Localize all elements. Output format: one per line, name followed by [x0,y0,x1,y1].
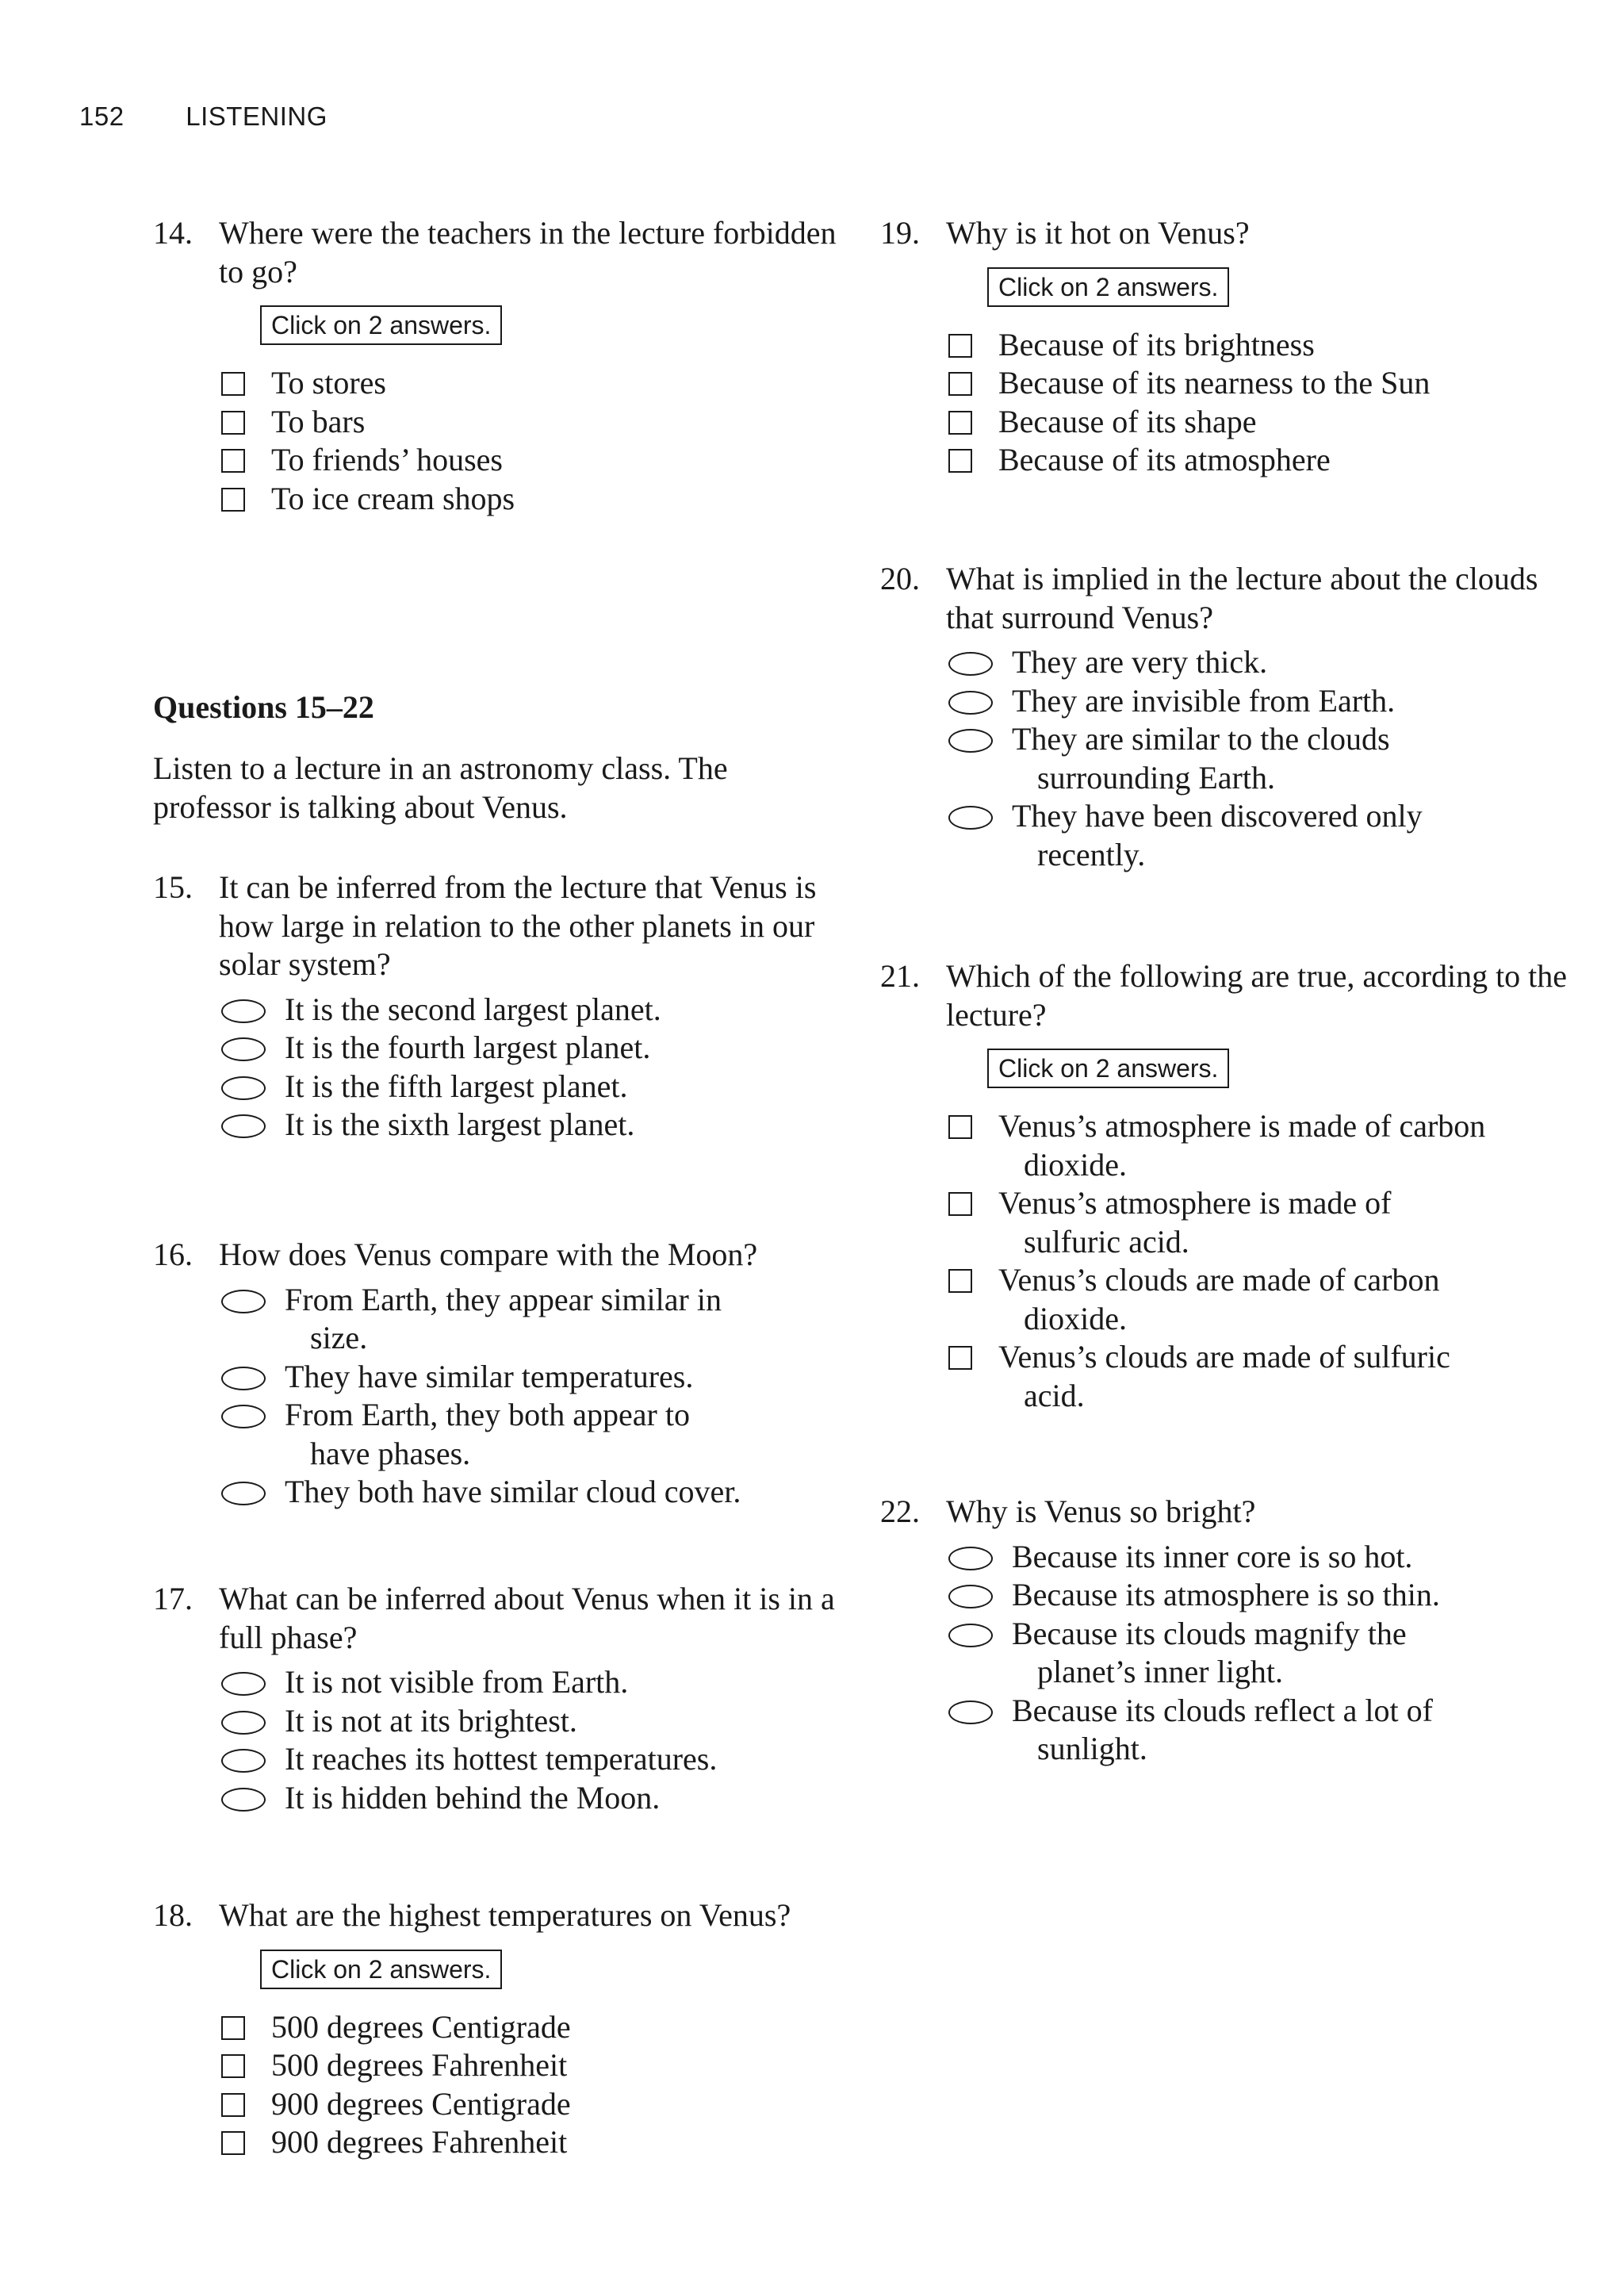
section-title-listening: LISTENING [186,102,327,131]
instruction-box: Click on 2 answers. [987,1049,1229,1088]
checkbox[interactable] [221,2131,245,2155]
answer-option[interactable]: Venus’s atmosphere is made of sulfuric acid. [946,1184,1578,1261]
question-text: Where were the teachers in the lecture forbidden to go? [219,215,837,289]
answer-option[interactable]: 900 degrees Centigrade [219,2085,851,2124]
instruction-box: Click on 2 answers. [260,1950,502,1989]
radio-oval[interactable] [221,999,266,1023]
question-19 [880,214,1578,480]
answer-option[interactable]: They have been discovered only recently. [946,797,1578,874]
answer-option[interactable]: Because its atmosphere is so thin. [946,1576,1578,1615]
question-number: 18. [153,1897,193,1933]
checkbox[interactable] [221,372,245,396]
answer-option[interactable]: From Earth, they appear similar in size. [219,1281,851,1358]
radio-oval[interactable] [948,691,993,715]
answer-option[interactable]: Venus’s clouds are made of carbon dioxide. [946,1261,1578,1338]
question-15 [153,868,851,1144]
answer-option[interactable]: Because its clouds magnify the planet’s inner light. [946,1615,1578,1692]
radio-oval[interactable] [221,1482,266,1505]
question-21 [880,957,1578,1415]
checkbox[interactable] [221,2016,245,2040]
question-16 [153,1236,851,1512]
question-text: What are the highest temperatures on Venus? [219,1897,791,1933]
section-intro: Listen to a lecture in an astronomy class. The professor is talking about Venus. [153,750,728,825]
question-text: What is implied in the lecture about the clouds that surround Venus? [946,561,1538,635]
answer-option[interactable]: They are very thick. [946,643,1578,682]
answer-option[interactable]: To friends’ houses [219,441,851,480]
answer-option[interactable]: It is not at its brightest. [219,1702,851,1741]
checkbox[interactable] [948,1346,972,1370]
question-text: What can be inferred about Venus when it is in a full phase? [219,1581,835,1655]
answer-option[interactable]: From Earth, they both appear to have phases. [219,1396,851,1473]
question-text: Why is Venus so bright? [946,1493,1256,1529]
radio-oval[interactable] [221,1367,266,1390]
question-number: 17. [153,1581,193,1616]
answer-option[interactable]: Because of its shape [946,403,1578,442]
checkbox[interactable] [948,372,972,396]
checkbox[interactable] [221,2054,245,2078]
radio-oval[interactable] [948,1547,993,1570]
radio-oval[interactable] [948,806,993,830]
checkbox[interactable] [948,334,972,358]
answer-option[interactable]: They are invisible from Earth. [946,682,1578,721]
answer-option[interactable]: It is hidden behind the Moon. [219,1779,851,1818]
answer-option[interactable]: They are similar to the clouds surrounding Earth. [946,720,1578,797]
answer-option[interactable]: 500 degrees Centigrade [219,2008,851,2047]
question-text: Why is it hot on Venus? [946,215,1250,251]
answer-option[interactable]: To stores [219,364,851,403]
radio-oval[interactable] [221,1037,266,1061]
section-heading: Questions 15–22 [153,689,374,725]
question-text: How does Venus compare with the Moon? [219,1237,758,1272]
question-number: 16. [153,1237,193,1272]
radio-oval[interactable] [948,1624,993,1647]
checkbox[interactable] [221,2093,245,2117]
checkbox[interactable] [948,449,972,473]
radio-oval[interactable] [221,1788,266,1812]
checkbox[interactable] [221,449,245,473]
question-text: Which of the following are true, according to the lecture? [946,958,1568,1033]
answer-option[interactable]: Because its clouds reflect a lot of sunlight. [946,1692,1578,1769]
answer-option[interactable]: Because of its brightness [946,326,1578,365]
answer-option[interactable]: Because of its nearness to the Sun [946,364,1578,403]
checkbox[interactable] [221,411,245,435]
checkbox[interactable] [221,488,245,512]
answer-option[interactable]: They both have similar cloud cover. [219,1473,851,1512]
question-22 [880,1493,1578,1769]
radio-oval[interactable] [221,1711,266,1735]
checkbox[interactable] [948,1192,972,1216]
answer-option[interactable]: Because of its atmosphere [946,441,1578,480]
question-number: 19. [880,215,920,251]
question-17 [153,1580,851,1817]
question-number: 20. [880,561,920,596]
instruction-box: Click on 2 answers. [987,267,1229,307]
question-number: 15. [153,869,193,905]
question-number: 21. [880,958,920,994]
answer-option[interactable]: It is the fourth largest planet. [219,1029,851,1068]
radio-oval[interactable] [948,652,993,676]
answer-option[interactable]: To ice cream shops [219,480,851,519]
question-14 [153,214,851,518]
answer-option[interactable]: To bars [219,403,851,442]
question-number: 14. [153,215,193,251]
radio-oval[interactable] [221,1749,266,1773]
answer-option[interactable]: It is not visible from Earth. [219,1663,851,1702]
answer-option[interactable]: 900 degrees Fahrenheit [219,2123,851,2162]
instruction-box: Click on 2 answers. [260,305,502,345]
question-number: 22. [880,1493,920,1529]
page-header [79,102,327,132]
answer-option[interactable]: It reaches its hottest temperatures. [219,1740,851,1779]
answer-option[interactable]: Venus’s atmosphere is made of carbon dioxide. [946,1107,1578,1184]
answer-option[interactable]: It is the fifth largest planet. [219,1068,851,1106]
question-20 [880,560,1578,874]
checkbox[interactable] [948,1269,972,1293]
radio-oval[interactable] [948,1585,993,1608]
radio-oval[interactable] [948,1700,993,1724]
answer-option[interactable]: Because its inner core is so hot. [946,1538,1578,1577]
question-text: It can be inferred from the lecture that Venus is how large in relation to the other planets in our solar system? [219,869,817,982]
answer-option[interactable]: Venus’s clouds are made of sulfuric acid. [946,1338,1578,1415]
radio-oval[interactable] [221,1076,266,1100]
radio-oval[interactable] [948,729,993,753]
radio-oval[interactable] [221,1114,266,1138]
page-number: 152 [79,102,124,131]
answer-option[interactable]: 500 degrees Fahrenheit [219,2046,851,2085]
radio-oval[interactable] [221,1672,266,1696]
checkbox[interactable] [948,1115,972,1139]
radio-oval[interactable] [221,1290,266,1313]
answer-option[interactable]: It is the sixth largest planet. [219,1106,851,1144]
answer-option[interactable]: It is the second largest planet. [219,991,851,1029]
radio-oval[interactable] [221,1405,266,1428]
question-18 [153,1896,851,2162]
checkbox[interactable] [948,411,972,435]
answer-option[interactable]: They have similar temperatures. [219,1358,851,1397]
